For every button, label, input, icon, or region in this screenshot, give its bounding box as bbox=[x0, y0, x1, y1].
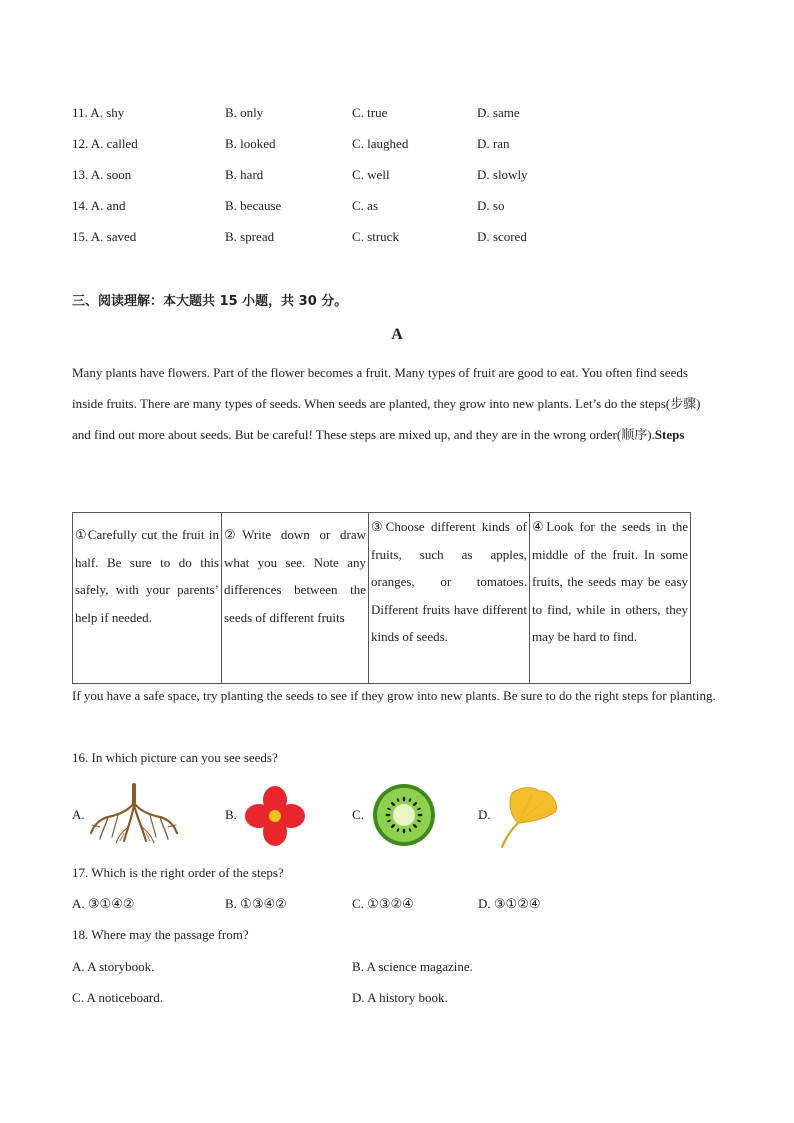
steps-row bbox=[73, 513, 691, 684]
option-d: D. slowly bbox=[477, 167, 528, 182]
option-a: 15. A. saved bbox=[72, 229, 137, 244]
option-b: B. looked bbox=[225, 136, 276, 151]
red-flower-icon bbox=[244, 785, 306, 847]
option-c: C. struck bbox=[352, 229, 399, 244]
option-c: C. as bbox=[352, 198, 378, 213]
ginkgo-leaf-icon bbox=[496, 785, 560, 851]
step-cell-1: ①Carefully cut the fruit in half. Be sure to do this safely, with your parents’ help if needed. bbox=[73, 513, 222, 684]
step-cell-4: ④Look for the seeds in the middle of the fruit. In some fruits, the seeds may be easy to find, while in others, they may be hard to find. bbox=[530, 513, 691, 684]
q16-option-c[interactable]: C. bbox=[352, 807, 364, 822]
q18-option-d[interactable]: D. A history book. bbox=[352, 990, 448, 1005]
q17-option-a[interactable]: A. ③①④② bbox=[72, 896, 135, 911]
option-d: D. ran bbox=[477, 136, 510, 151]
option-c: C. true bbox=[352, 105, 388, 120]
q16-option-d[interactable]: D. bbox=[478, 807, 491, 822]
steps-label: Steps bbox=[654, 427, 685, 442]
option-b: B. because bbox=[225, 198, 282, 213]
q16-option-a[interactable]: A. bbox=[72, 807, 85, 822]
closing-paragraph: If you have a safe space, try planting the seeds to see if they grow into new plants. Be sure to do the right steps for planting. bbox=[72, 688, 716, 703]
cloze-row-14 bbox=[72, 198, 772, 218]
question-16: 16. In which picture can you see seeds? bbox=[72, 750, 278, 765]
option-b: B. hard bbox=[225, 167, 264, 182]
passage-title: A bbox=[391, 326, 403, 343]
q18-option-a[interactable]: A. A storybook. bbox=[72, 959, 155, 974]
q17-option-b[interactable]: B. ①③④② bbox=[225, 896, 287, 911]
question-18: 18. Where may the passage from? bbox=[72, 927, 249, 942]
roots-icon bbox=[88, 783, 180, 845]
cloze-row-15 bbox=[72, 229, 772, 249]
option-c: C. well bbox=[352, 167, 390, 182]
section-heading: 三、阅读理解：本大题共 15 小题，共 30 分。 bbox=[72, 294, 348, 309]
step-cell-3: ③Choose different kinds of fruits, such as apples, oranges, or tomatoes. Different fruits have different kinds of seeds. bbox=[369, 513, 530, 684]
q17-option-d[interactable]: D. ③①②④ bbox=[478, 896, 541, 911]
option-a: 14. A. and bbox=[72, 198, 126, 213]
intro-paragraph bbox=[72, 357, 722, 450]
step-cell-2: ②Write down or draw what you see. Note any differences between the seeds of different fruits bbox=[222, 513, 369, 684]
cloze-row-12 bbox=[72, 136, 772, 156]
q18-option-b[interactable]: B. A science magazine. bbox=[352, 959, 473, 974]
option-a: 12. A. called bbox=[72, 136, 138, 151]
option-b: B. spread bbox=[225, 229, 275, 244]
kiwi-slice-icon bbox=[372, 783, 436, 847]
option-d: D. scored bbox=[477, 229, 527, 244]
option-d: D. so bbox=[477, 198, 505, 213]
option-c: C. laughed bbox=[352, 136, 409, 151]
option-a: 11. A. shy bbox=[72, 105, 125, 120]
option-b: B. only bbox=[225, 105, 264, 120]
q18-option-c[interactable]: C. A noticeboard. bbox=[72, 990, 163, 1005]
intro-text: Many plants have flowers. Part of the flower becomes a fruit. Many types of fruit are good to eat. You often find seeds inside fruits. There are many types of seeds. When seeds are planted, they grow into new plants. Let’s do the steps(步骤) and find out more about seeds. But be careful! These steps are mixed up, and they are in the wrong order(顺序). bbox=[72, 365, 701, 442]
cloze-row-11 bbox=[72, 105, 772, 125]
q17-option-c[interactable]: C. ①③②④ bbox=[352, 896, 414, 911]
question-17: 17. Which is the right order of the steps? bbox=[72, 865, 284, 880]
option-a: 13. A. soon bbox=[72, 167, 132, 182]
cloze-row-13 bbox=[72, 167, 772, 187]
option-d: D. same bbox=[477, 105, 520, 120]
q16-option-b[interactable]: B. bbox=[225, 807, 237, 822]
steps-table bbox=[72, 512, 691, 684]
